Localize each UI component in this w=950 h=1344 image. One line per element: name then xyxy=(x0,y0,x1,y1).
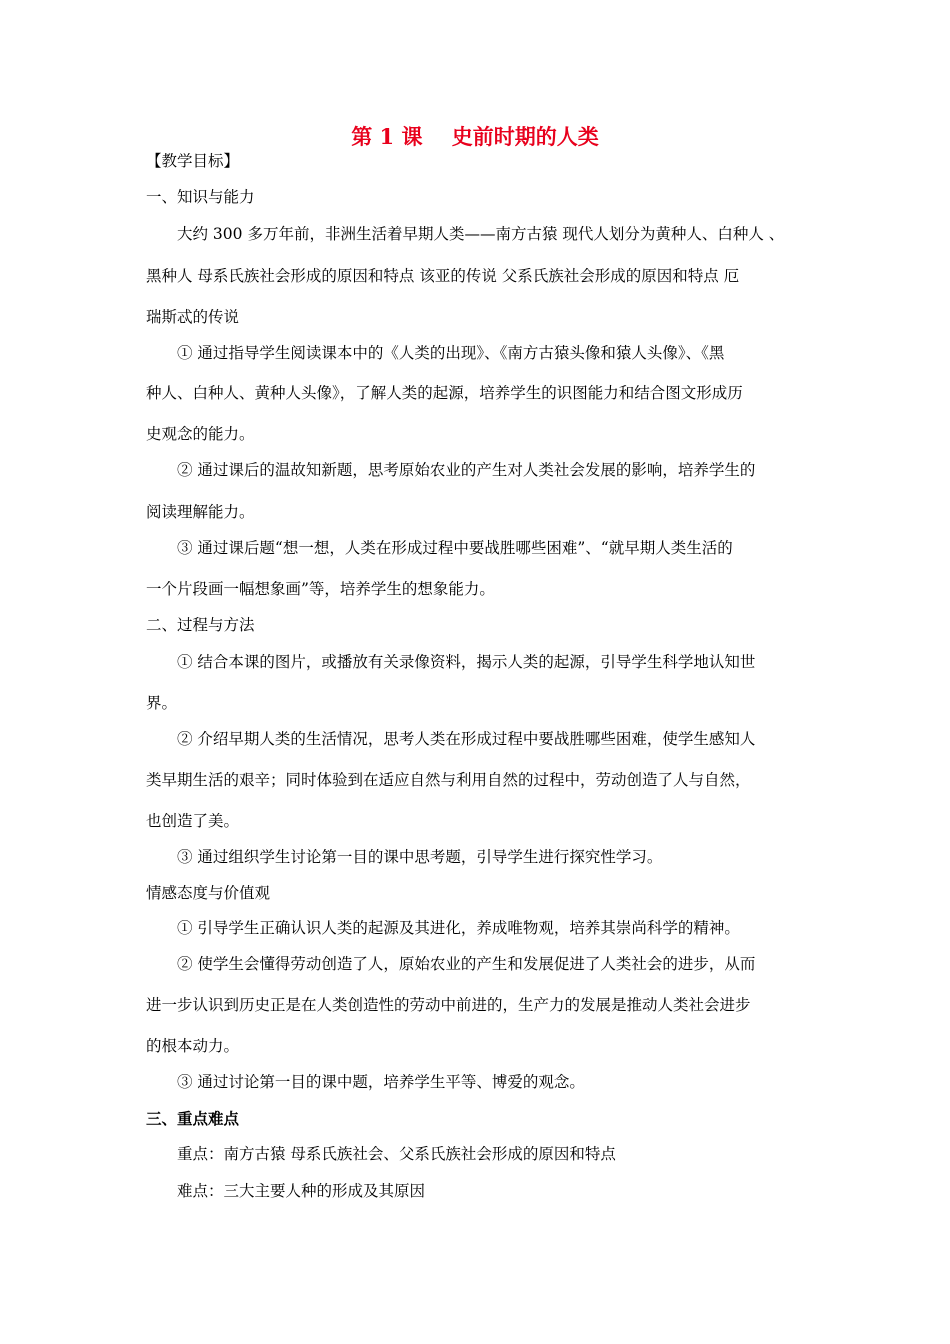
lesson-title: 第 1 课 史前时期的人类 xyxy=(351,124,599,149)
knowledge-intro-line: 黑种人 母系氏族社会形成的原因和特点 该亚的传说 父系氏族社会形成的原因和特点 厄 xyxy=(146,267,740,285)
process-item-2-line: 也创造了美。 xyxy=(146,812,240,830)
knowledge-item-3-line: 一个片段画一幅想象画”等，培养学生的想象能力。 xyxy=(146,580,495,598)
knowledge-item-1-line: 种人、白种人、黄种人头像》，了解人类的起源，培养学生的识图能力和结合图文形成历 xyxy=(146,384,743,402)
section-attitude-heading: 情感态度与价值观 xyxy=(146,884,271,902)
attitude-item-2-line: ② 使学生会懂得劳动创造了人，原始农业的产生和发展促进了人类社会的进步，从而 xyxy=(177,955,756,973)
knowledge-item-2-line: 阅读理解能力。 xyxy=(146,503,255,521)
process-item-2-line: 类早期生活的艰辛；同时体验到在适应自然与利用自然的过程中，劳动创造了人与自然， xyxy=(146,771,751,789)
section-process-heading: 二、过程与方法 xyxy=(146,616,255,634)
attitude-item-3-line: ③ 通过讨论第一目的课中题，培养学生平等、博爱的观念。 xyxy=(177,1073,585,1091)
process-item-2-line: ② 介绍早期人类的生活情况，思考人类在形成过程中要战胜哪些困难，使学生感知人 xyxy=(177,730,756,748)
section-knowledge-heading: 一、知识与能力 xyxy=(146,188,255,206)
knowledge-item-1-line: ① 通过指导学生阅读课本中的《人类的出现》、《南方古猿头像和猿人头像》、《黑 xyxy=(177,344,725,362)
knowledge-item-1-line: 史观念的能力。 xyxy=(146,425,255,443)
key-point-line: 重点：南方古猿 母系氏族社会、父系氏族社会形成的原因和特点 xyxy=(177,1145,616,1163)
process-item-1-line: ① 结合本课的图片，或播放有关录像资料，揭示人类的起源，引导学生科学地认知世 xyxy=(177,653,756,671)
teaching-goals-label: 【教学目标】 xyxy=(146,152,240,170)
difficulty-line: 难点：三大主要人种的形成及其原因 xyxy=(177,1182,426,1200)
knowledge-item-2-line: ② 通过课后的温故知新题，思考原始农业的产生对人类社会发展的影响，培养学生的 xyxy=(177,461,756,479)
knowledge-intro-line: 瑞斯忒的传说 xyxy=(146,308,240,326)
process-item-3-line: ③ 通过组织学生讨论第一目的课中思考题，引导学生进行探究性学习。 xyxy=(177,848,663,866)
knowledge-intro-line: 大约 300 多万年前，非洲生活着早期人类——南方古猿 现代人划分为黄种人、白种人 、 xyxy=(177,225,785,243)
attitude-item-1-line: ① 引导学生正确认识人类的起源及其进化，养成唯物观，培养其崇尚科学的精神。 xyxy=(177,919,740,937)
knowledge-item-3-line: ③ 通过课后题“想一想，人类在形成过程中要战胜哪些困难”、“就早期人类生活的 xyxy=(177,539,733,557)
section-key-points-heading: 三、重点难点 xyxy=(146,1109,240,1128)
attitude-item-2-line: 的根本动力。 xyxy=(146,1037,240,1055)
process-item-1-line: 界。 xyxy=(146,694,178,712)
attitude-item-2-line: 进一步认识到历史正是在人类创造性的劳动中前进的，生产力的发展是推动人类社会进步 xyxy=(146,996,751,1014)
